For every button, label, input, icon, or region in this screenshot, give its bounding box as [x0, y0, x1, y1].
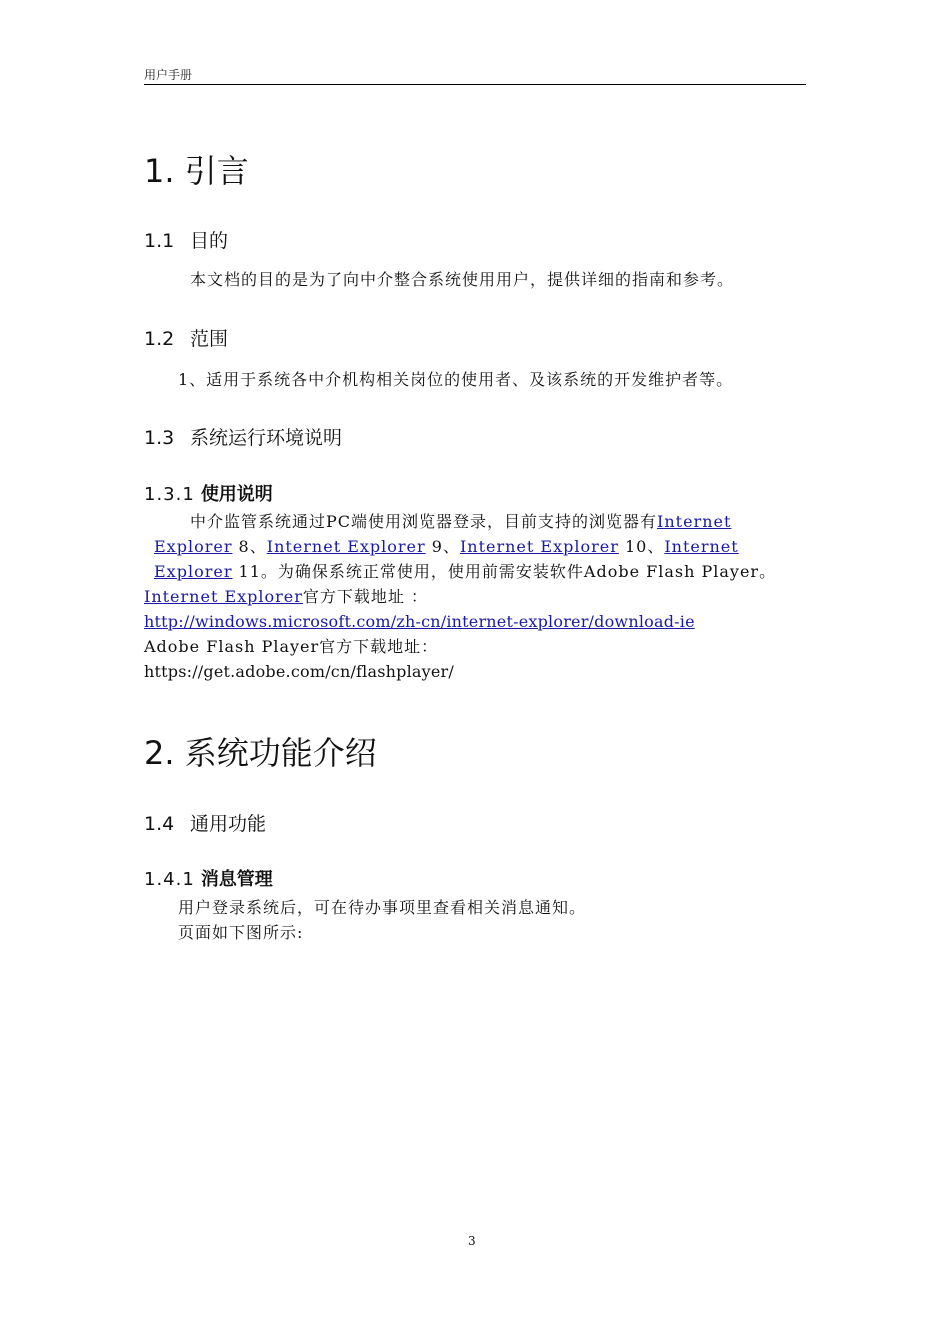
- section-number: 1.4: [144, 813, 175, 835]
- usage-line-3: [154, 559, 776, 584]
- ie-download-link-label[interactable]: Internet Explorer: [144, 587, 303, 606]
- section-number: 1.1: [144, 230, 175, 252]
- ie9-link[interactable]: Internet Explorer: [266, 537, 426, 556]
- usage-line-2: [154, 534, 739, 559]
- section-title: 系统运行环境说明: [190, 427, 343, 449]
- ie-url-line: [144, 609, 695, 634]
- flash-download-label: Adobe Flash Player官方下载地址：: [144, 637, 439, 656]
- message-paragraph-2: 页面如下图所示:: [178, 923, 304, 942]
- ie-download-line: [144, 584, 428, 609]
- section-number: 1.3: [144, 427, 175, 449]
- section-number: 1.4.1: [144, 869, 195, 890]
- section-title: 通用功能: [190, 813, 267, 835]
- section-1-3-1-heading: [144, 480, 273, 506]
- section-title: 范围: [190, 328, 229, 350]
- section-1-heading: 1. 引言: [144, 152, 249, 190]
- section-title: 目的: [190, 230, 229, 252]
- section-number: 1.2: [144, 328, 175, 350]
- ie9-version: 9、: [425, 537, 460, 556]
- ie8-version: 8、: [232, 537, 267, 556]
- section-1-1-heading: [144, 226, 228, 253]
- section-2-heading: 2. 系统功能介绍: [144, 734, 377, 772]
- purpose-paragraph: 本文档的目的是为了向中介整合系统使用用户，提供详细的指南和参考。: [190, 270, 735, 289]
- message-paragraph-1: 用户登录系统后，可在待办事项里查看相关消息通知。: [178, 898, 587, 917]
- ie10-link[interactable]: Internet Explorer: [459, 537, 619, 556]
- scope-paragraph: 1、适用于系统各中介机构相关岗位的使用者、及该系统的开发维护者等。: [178, 370, 734, 389]
- section-1-2-heading: [144, 324, 228, 351]
- ie11-link[interactable]: Internet: [664, 537, 739, 556]
- ie10-version: 10、: [618, 537, 665, 556]
- flash-download-url: https://get.adobe.com/cn/flashplayer/: [144, 662, 454, 681]
- ie11-link-continued[interactable]: Explorer: [154, 562, 233, 581]
- section-1-4-1-heading: [144, 865, 273, 891]
- ie-download-url[interactable]: http://windows.microsoft.com/zh-cn/internet-explorer/download-ie: [144, 612, 695, 631]
- page-number: 3: [468, 1234, 476, 1248]
- header-divider: [144, 84, 806, 85]
- ie-link[interactable]: Internet: [657, 512, 732, 531]
- section-1-3-heading: [144, 423, 342, 450]
- section-1-4-heading: [144, 809, 266, 836]
- ie-download-label: 官方下载地址 ：: [302, 587, 429, 606]
- usage-line-1: [190, 509, 731, 534]
- ie8-link[interactable]: Explorer: [154, 537, 233, 556]
- page-header-title: 用户手册: [144, 68, 193, 82]
- ie11-version-text: 11。为确保系统正常使用，使用前需安装软件Adobe Flash Player。: [232, 562, 777, 581]
- section-title: 消息管理: [200, 869, 273, 890]
- usage-text: 中介监管系统通过PC端使用浏览器登录，目前支持的浏览器有: [190, 512, 658, 531]
- section-number: 1.3.1: [144, 484, 195, 505]
- section-title: 使用说明: [200, 484, 273, 505]
